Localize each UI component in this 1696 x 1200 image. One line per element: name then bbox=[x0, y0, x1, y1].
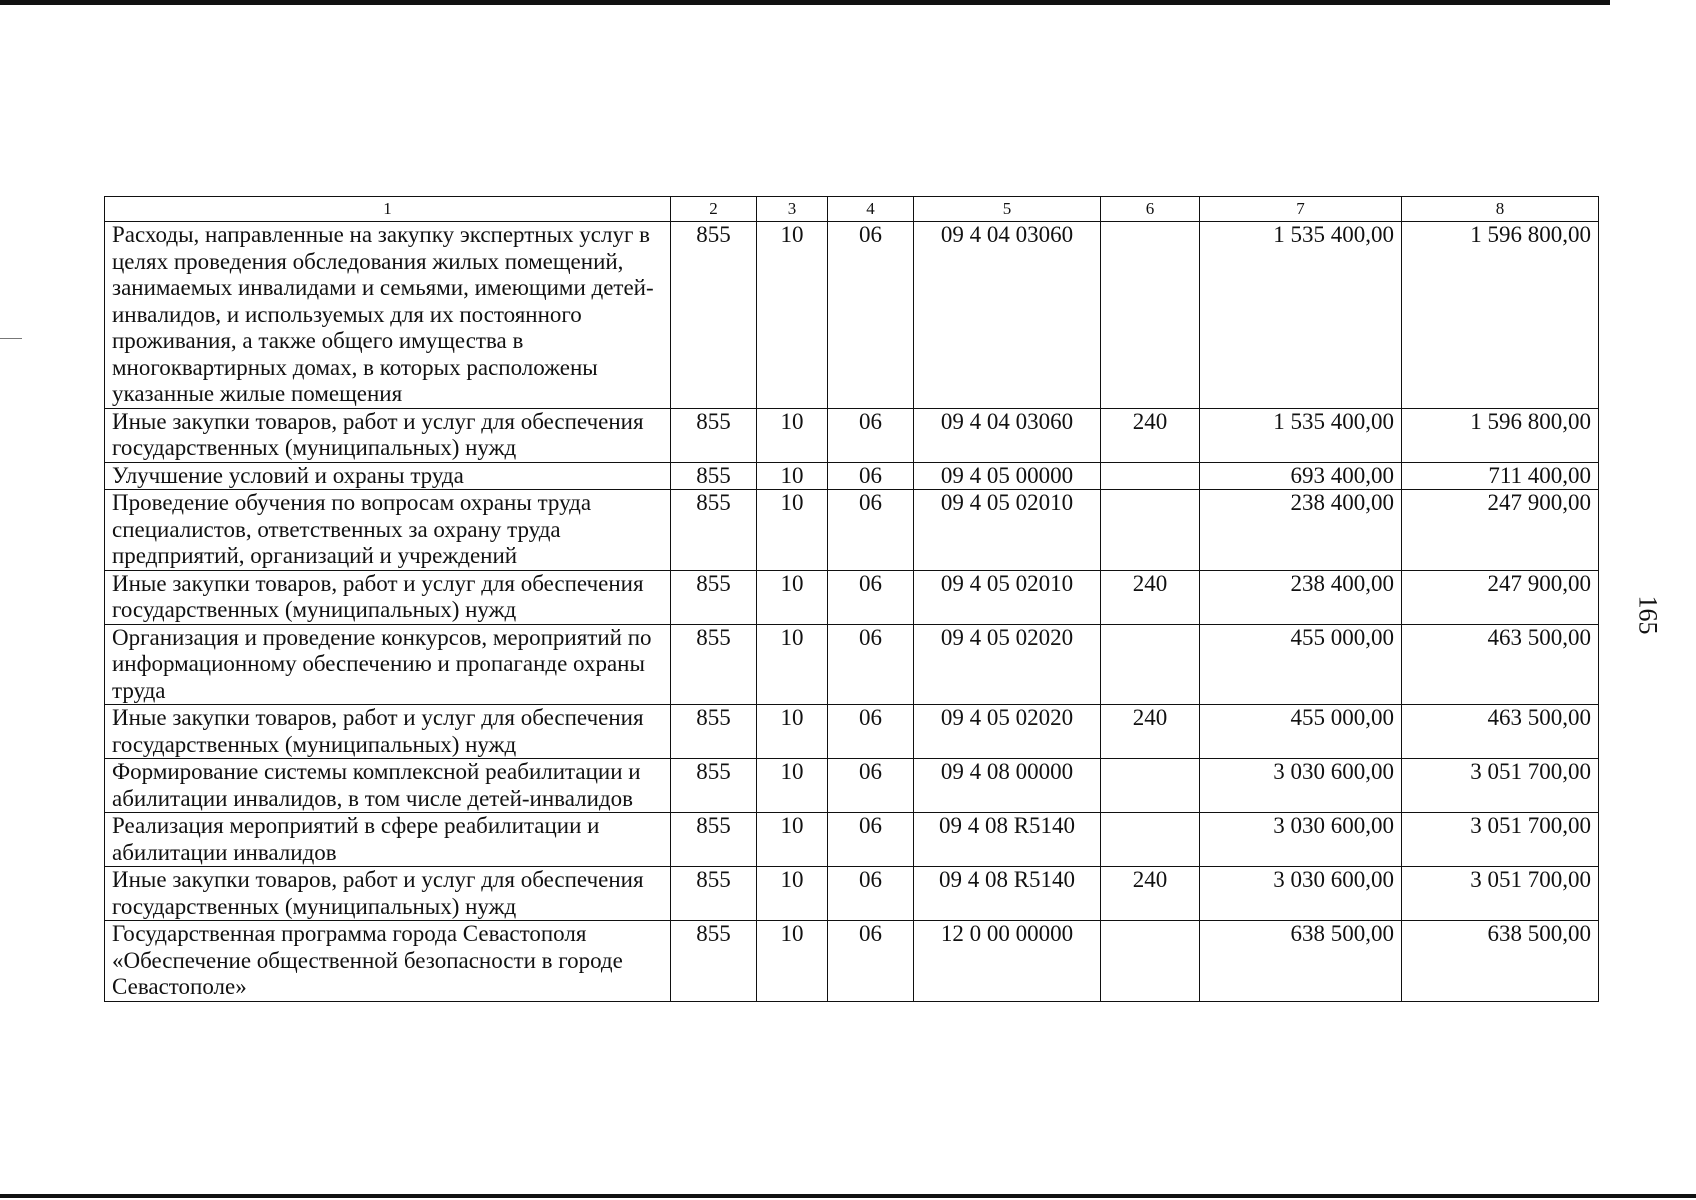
cell-col-5: 09 4 05 02020 bbox=[914, 624, 1101, 705]
cell-col-3: 10 bbox=[757, 813, 828, 867]
cell-col-4: 06 bbox=[828, 867, 914, 921]
cell-name: Расходы, направленные на закупку экспертных услуг в целях проведения обследования жилых помещений, занимаемых инвалидами и семьями, имеющими детей-инвалидов, и используемых для их постоянного проживания, а также общего имущества в многоквартирных домах, в которых расположены указанные жилые помещения bbox=[105, 222, 671, 409]
cell-col-2: 855 bbox=[671, 867, 757, 921]
left-margin-mark bbox=[0, 338, 22, 339]
cell-col-2: 855 bbox=[671, 222, 757, 409]
cell-col-3: 10 bbox=[757, 867, 828, 921]
cell-col-3: 10 bbox=[757, 570, 828, 624]
header-col-6: 6 bbox=[1101, 197, 1200, 222]
table-row bbox=[105, 222, 1599, 409]
cell-col-3: 10 bbox=[757, 624, 828, 705]
table-row bbox=[105, 867, 1599, 921]
cell-col-3: 10 bbox=[757, 759, 828, 813]
cell-col-6 bbox=[1101, 921, 1200, 1002]
cell-name: Реализация мероприятий в сфере реабилитации и абилитации инвалидов bbox=[105, 813, 671, 867]
cell-col-3: 10 bbox=[757, 222, 828, 409]
cell-col-6 bbox=[1101, 813, 1200, 867]
table-header bbox=[105, 197, 1599, 222]
cell-col-6: 240 bbox=[1101, 867, 1200, 921]
cell-col-8: 247 900,00 bbox=[1402, 570, 1599, 624]
cell-name: Иные закупки товаров, работ и услуг для обеспечения государственных (муниципальных) нужд bbox=[105, 408, 671, 462]
top-border-rule bbox=[0, 0, 1610, 5]
cell-col-5: 09 4 08 R5140 bbox=[914, 867, 1101, 921]
cell-col-2: 855 bbox=[671, 813, 757, 867]
cell-name: Организация и проведение конкурсов, мероприятий по информационному обеспечению и пропаганде охраны труда bbox=[105, 624, 671, 705]
cell-col-2: 855 bbox=[671, 490, 757, 571]
table-row bbox=[105, 624, 1599, 705]
cell-name: Улучшение условий и охраны труда bbox=[105, 462, 671, 490]
cell-col-5: 09 4 04 03060 bbox=[914, 222, 1101, 409]
cell-col-2: 855 bbox=[671, 759, 757, 813]
cell-col-2: 855 bbox=[671, 408, 757, 462]
cell-col-8: 247 900,00 bbox=[1402, 490, 1599, 571]
cell-col-6 bbox=[1101, 462, 1200, 490]
cell-col-5: 09 4 08 00000 bbox=[914, 759, 1101, 813]
cell-col-2: 855 bbox=[671, 921, 757, 1002]
cell-col-5: 09 4 05 02010 bbox=[914, 570, 1101, 624]
cell-col-7: 3 030 600,00 bbox=[1200, 813, 1402, 867]
header-col-4: 4 bbox=[828, 197, 914, 222]
cell-col-7: 638 500,00 bbox=[1200, 921, 1402, 1002]
table-row bbox=[105, 462, 1599, 490]
header-col-7: 7 bbox=[1200, 197, 1402, 222]
header-col-3: 3 bbox=[757, 197, 828, 222]
cell-name: Формирование системы комплексной реабилитации и абилитации инвалидов, в том числе детей-инвалидов bbox=[105, 759, 671, 813]
header-col-2: 2 bbox=[671, 197, 757, 222]
cell-col-7: 1 535 400,00 bbox=[1200, 408, 1402, 462]
cell-col-4: 06 bbox=[828, 813, 914, 867]
cell-col-7: 693 400,00 bbox=[1200, 462, 1402, 490]
table-row bbox=[105, 813, 1599, 867]
cell-col-7: 455 000,00 bbox=[1200, 705, 1402, 759]
table-body bbox=[105, 222, 1599, 1002]
cell-col-3: 10 bbox=[757, 921, 828, 1002]
header-col-5: 5 bbox=[914, 197, 1101, 222]
cell-col-5: 09 4 05 02020 bbox=[914, 705, 1101, 759]
page-number: 165 bbox=[1633, 595, 1663, 635]
cell-col-8: 3 051 700,00 bbox=[1402, 813, 1599, 867]
cell-col-8: 3 051 700,00 bbox=[1402, 867, 1599, 921]
cell-name: Иные закупки товаров, работ и услуг для обеспечения государственных (муниципальных) нужд bbox=[105, 570, 671, 624]
cell-col-5: 09 4 04 03060 bbox=[914, 408, 1101, 462]
cell-col-8: 1 596 800,00 bbox=[1402, 408, 1599, 462]
table-row bbox=[105, 570, 1599, 624]
header-col-8: 8 bbox=[1402, 197, 1599, 222]
cell-col-3: 10 bbox=[757, 705, 828, 759]
cell-col-6: 240 bbox=[1101, 705, 1200, 759]
table-row bbox=[105, 490, 1599, 571]
cell-col-2: 855 bbox=[671, 624, 757, 705]
cell-col-7: 238 400,00 bbox=[1200, 570, 1402, 624]
cell-col-4: 06 bbox=[828, 490, 914, 571]
cell-col-6: 240 bbox=[1101, 408, 1200, 462]
cell-col-7: 455 000,00 bbox=[1200, 624, 1402, 705]
table-row bbox=[105, 705, 1599, 759]
table-row bbox=[105, 759, 1599, 813]
cell-col-6 bbox=[1101, 490, 1200, 571]
cell-col-5: 09 4 08 R5140 bbox=[914, 813, 1101, 867]
cell-col-6 bbox=[1101, 759, 1200, 813]
cell-col-5: 09 4 05 00000 bbox=[914, 462, 1101, 490]
cell-col-8: 711 400,00 bbox=[1402, 462, 1599, 490]
cell-col-4: 06 bbox=[828, 222, 914, 409]
cell-name: Проведение обучения по вопросам охраны труда специалистов, ответственных за охрану труда предприятий, организаций и учреждений bbox=[105, 490, 671, 571]
cell-col-3: 10 bbox=[757, 462, 828, 490]
cell-name: Иные закупки товаров, работ и услуг для обеспечения государственных (муниципальных) нужд bbox=[105, 867, 671, 921]
cell-col-8: 463 500,00 bbox=[1402, 705, 1599, 759]
cell-col-2: 855 bbox=[671, 462, 757, 490]
cell-col-6 bbox=[1101, 624, 1200, 705]
cell-col-4: 06 bbox=[828, 408, 914, 462]
cell-name: Государственная программа города Севастополя «Обеспечение общественной безопасности в городе Севастополе» bbox=[105, 921, 671, 1002]
table-row bbox=[105, 408, 1599, 462]
table-row bbox=[105, 921, 1599, 1002]
cell-col-8: 463 500,00 bbox=[1402, 624, 1599, 705]
cell-col-7: 3 030 600,00 bbox=[1200, 759, 1402, 813]
cell-col-4: 06 bbox=[828, 921, 914, 1002]
cell-col-8: 638 500,00 bbox=[1402, 921, 1599, 1002]
cell-col-4: 06 bbox=[828, 705, 914, 759]
cell-col-8: 1 596 800,00 bbox=[1402, 222, 1599, 409]
header-col-1: 1 bbox=[105, 197, 671, 222]
header-row bbox=[105, 197, 1599, 222]
cell-col-7: 1 535 400,00 bbox=[1200, 222, 1402, 409]
cell-name: Иные закупки товаров, работ и услуг для обеспечения государственных (муниципальных) нужд bbox=[105, 705, 671, 759]
cell-col-7: 238 400,00 bbox=[1200, 490, 1402, 571]
cell-col-4: 06 bbox=[828, 462, 914, 490]
cell-col-3: 10 bbox=[757, 408, 828, 462]
cell-col-6: 240 bbox=[1101, 570, 1200, 624]
cell-col-4: 06 bbox=[828, 759, 914, 813]
cell-col-4: 06 bbox=[828, 624, 914, 705]
cell-col-3: 10 bbox=[757, 490, 828, 571]
bottom-border-rule bbox=[0, 1194, 1696, 1198]
cell-col-2: 855 bbox=[671, 705, 757, 759]
budget-table bbox=[104, 196, 1599, 1002]
cell-col-5: 09 4 05 02010 bbox=[914, 490, 1101, 571]
cell-col-2: 855 bbox=[671, 570, 757, 624]
cell-col-8: 3 051 700,00 bbox=[1402, 759, 1599, 813]
cell-col-4: 06 bbox=[828, 570, 914, 624]
cell-col-6 bbox=[1101, 222, 1200, 409]
cell-col-5: 12 0 00 00000 bbox=[914, 921, 1101, 1002]
cell-col-7: 3 030 600,00 bbox=[1200, 867, 1402, 921]
